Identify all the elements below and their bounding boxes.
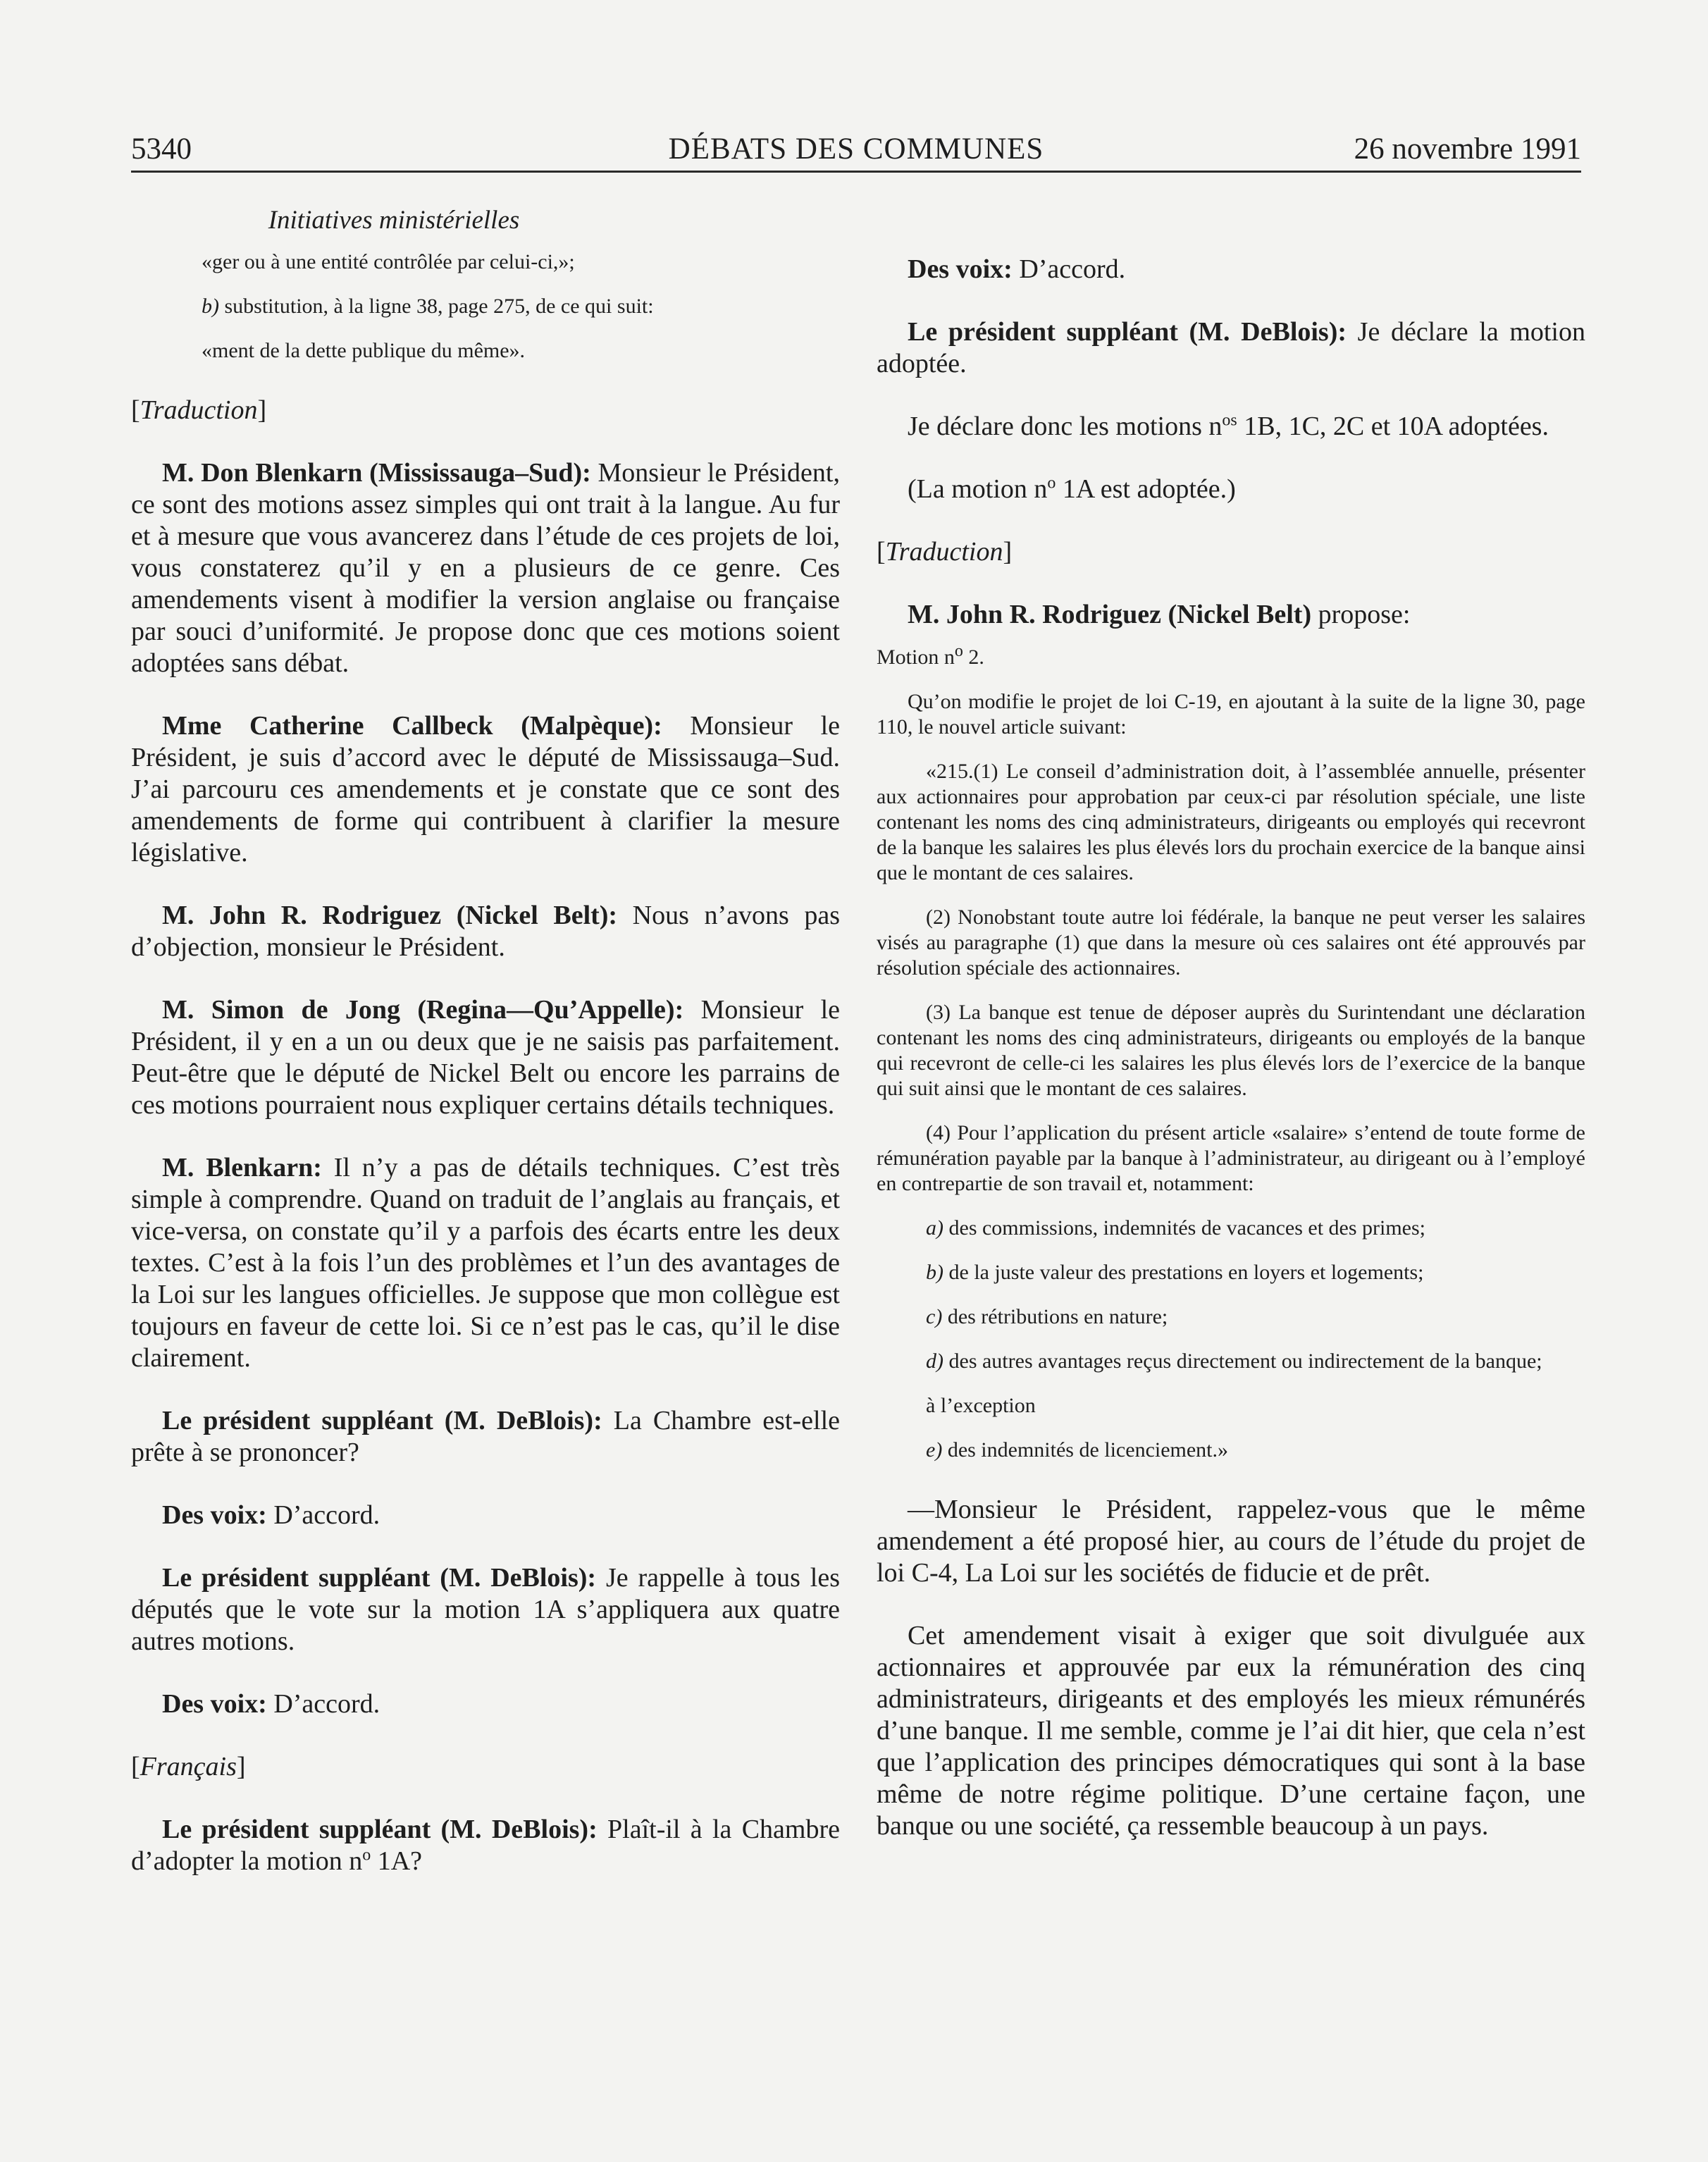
running-header: [131, 128, 1581, 172]
section-label: Initiatives ministérielles: [268, 206, 520, 235]
motion-item: à l’exception: [926, 1394, 1036, 1417]
speech-paragraph: (La motion $n^o$ 1A est adoptée.): [908, 474, 1236, 504]
speaker: Le président suppléant (M. DeBlois):: [162, 1563, 597, 1593]
speech-paragraph: M. Don Blenkarn (Mississauga–Sud): Monsieur le Président, ce sont des motions assez simples qui ont trait à la langue. Au fur et à mesure que vous avancerez dans l’étude de ces projets de loi, vous constaterez qu’il y en a plusieurs de ce genre. Ces amendements visent à modifier la version anglaise ou française par souci d’uniformité. Je propose donc que ces motions soient adoptées sans débat.: [131, 458, 840, 678]
speech-paragraph: Des voix: D’accord.: [162, 1689, 380, 1719]
speaker: M. John R. Rodriguez (Nickel Belt): [908, 600, 1312, 629]
speaker: Des voix:: [908, 254, 1013, 284]
motion-number: Motion $n^o$ 2.: [877, 642, 984, 669]
speech-paragraph: Mme Catherine Callbeck (Malpèque): Monsieur le Président, je suis d’accord avec le député de Mississauga–Sud. J’ai parcouru ces amendements et je constate que ce sont des amendements de forme qui contribuent à clarifier la mesure législative.: [131, 711, 840, 867]
language-tag: [Traduction]: [131, 395, 267, 425]
language-tag: [Traduction]: [877, 537, 1013, 567]
motion-item: d) des autres avantages reçus directement ou indirectement de la banque;: [926, 1349, 1542, 1373]
motion-item: b) de la juste valeur des prestations en loyers et logements;: [926, 1261, 1424, 1284]
speaker: Le président suppléant (M. DeBlois):: [162, 1406, 602, 1435]
speaker: Mme Catherine Callbeck (Malpèque):: [162, 711, 662, 741]
quoted-line: b) substitution, à la ligne 38, page 275, de ce qui suit:: [202, 295, 654, 318]
speech-paragraph: M. Simon de Jong (Regina—Qu’Appelle): Monsieur le Président, il y en a un ou deux que je ne saisis pas parfaitement. Peut-être que le député de Nickel Belt ou encore les parrains de ces motions pourraient nous expliquer certains détails techniques.: [131, 995, 840, 1120]
speaker: Des voix:: [162, 1689, 267, 1719]
header-date: 26 novembre 1991: [1354, 132, 1581, 166]
language-tag: [Français]: [131, 1752, 246, 1781]
speaker: Le président suppléant (M. DeBlois):: [908, 317, 1347, 347]
speaker: M. Don Blenkarn (Mississauga–Sud):: [162, 458, 591, 488]
left-column: [131, 204, 840, 1908]
speaker: M. John R. Rodriguez (Nickel Belt):: [162, 901, 618, 930]
speech-paragraph: Le président suppléant (M. DeBlois): Je rappelle à tous les députés que le vote sur la motion 1A s’appliquera aux quatre autres motions.: [131, 1563, 840, 1656]
speaker: Le président suppléant (M. DeBlois):: [162, 1815, 598, 1844]
speech-paragraph: Cet amendement visait à exiger que soit divulguée aux actionnaires et approuvée par eux la rémunération des cinq administrateurs, dirigeants et des employés les mieux rémunérés d’une banque. Il me semble, comme je l’ai dit hier, que cela n’est que l’application des principes démocratiques qui sont à la base même de notre régime politique. D’une certaine façon, une banque ou une société, ça ressemble beaucoup à un pays.: [877, 1621, 1585, 1841]
speech-paragraph: Le président suppléant (M. DeBlois): Je déclare la motion adoptée.: [877, 317, 1585, 378]
page-number: 5340: [131, 132, 192, 166]
motion-item: e) des indemnités de licenciement.»: [926, 1438, 1229, 1462]
publication-title: DÉBATS DES COMMUNES: [668, 132, 1044, 166]
speaker: M. Blenkarn:: [162, 1153, 322, 1182]
speech-paragraph: Je déclare donc les motions $n^{os}$ 1B, 1C, 2C et 10A adoptées.: [908, 411, 1549, 441]
speech-paragraph: M. John R. Rodriguez (Nickel Belt): Nous n’avons pas d’objection, monsieur le Président.: [131, 901, 840, 962]
motion-text: Qu’on modifie le projet de loi C-19, en ajoutant à la suite de la ligne 30, page 110, le nouvel article suivant:: [877, 690, 1585, 739]
motion-item: c) des rétributions en nature;: [926, 1305, 1168, 1328]
speech-paragraph: M. John R. Rodriguez (Nickel Belt) propose:: [908, 600, 1411, 629]
speech-paragraph: Des voix: D’accord.: [908, 254, 1126, 284]
right-column: [877, 254, 1585, 1873]
quoted-line: «ment de la dette publique du même».: [202, 339, 526, 362]
speech-paragraph: M. Blenkarn: Il n’y a pas de détails techniques. C’est très simple à comprendre. Quand on traduit de l’anglais au français, et vice-versa, on constate qu’il y a parfois des écarts entre les deux textes. C’est à la fois l’un des problèmes et l’un des avantages de la Loi sur les langues officielles. Je suppose que mon collègue est toujours en faveur de cette loi. Si ce n’est pas le cas, qu’il le dise clairement.: [131, 1153, 840, 1373]
header-rule: [131, 171, 1581, 173]
speech-paragraph: —Monsieur le Président, rappelez-vous que le même amendement a été proposé hier, au cours de l’étude du projet de loi C-4, La Loi sur les sociétés de fiducie et de prêt.: [877, 1495, 1585, 1588]
quoted-line: «ger ou à une entité contrôlée par celui-ci,»;: [202, 250, 575, 273]
motion-text: «215.(1) Le conseil d’administration doit, à l’assemblée annuelle, présenter aux actionnaires pour approbation par ceux-ci par résolution spéciale, une liste contenant les noms des cinq administrateurs, dirigeants ou employés qui recevront de la banque les salaires les plus élevés lors du prochain exercice de la banque ainsi que le montant de ces salaires.: [877, 760, 1585, 884]
motion-text: (2) Nonobstant toute autre loi fédérale, la banque ne peut verser les salaires visés au paragraphe (1) que dans la mesure où ces salaires ont été approuvés par résolution spéciale des actionnaires.: [877, 906, 1585, 980]
speech-paragraph: Des voix: D’accord.: [162, 1500, 380, 1530]
speaker: Des voix:: [162, 1500, 267, 1530]
motion-item: a) des commissions, indemnités de vacances et des primes;: [926, 1216, 1426, 1240]
motion-text: (3) La banque est tenue de déposer auprès du Surintendant une déclaration contenant les noms des cinq administrateurs, dirigeants ou employés de la banque qui recevront de celle-ci les salaires les plus élevés lors de l’exercice de la banque qui suit ainsi que le montant de ces salaires.: [877, 1001, 1585, 1100]
speaker: M. Simon de Jong (Regina—Qu’Appelle):: [162, 995, 684, 1025]
speech-paragraph: Le président suppléant (M. DeBlois): La Chambre est-elle prête à se prononcer?: [131, 1406, 840, 1467]
motion-text: (4) Pour l’application du présent article «salaire» s’entend de toute forme de rémunération payable par la banque à l’administrateur, au dirigeant ou à l’employé en contrepartie de son travail et, notamment:: [877, 1121, 1585, 1195]
speech-paragraph: Le président suppléant (M. DeBlois): Plaît-il à la Chambre d’adopter la motion $n^o$ 1A?: [131, 1815, 840, 1876]
